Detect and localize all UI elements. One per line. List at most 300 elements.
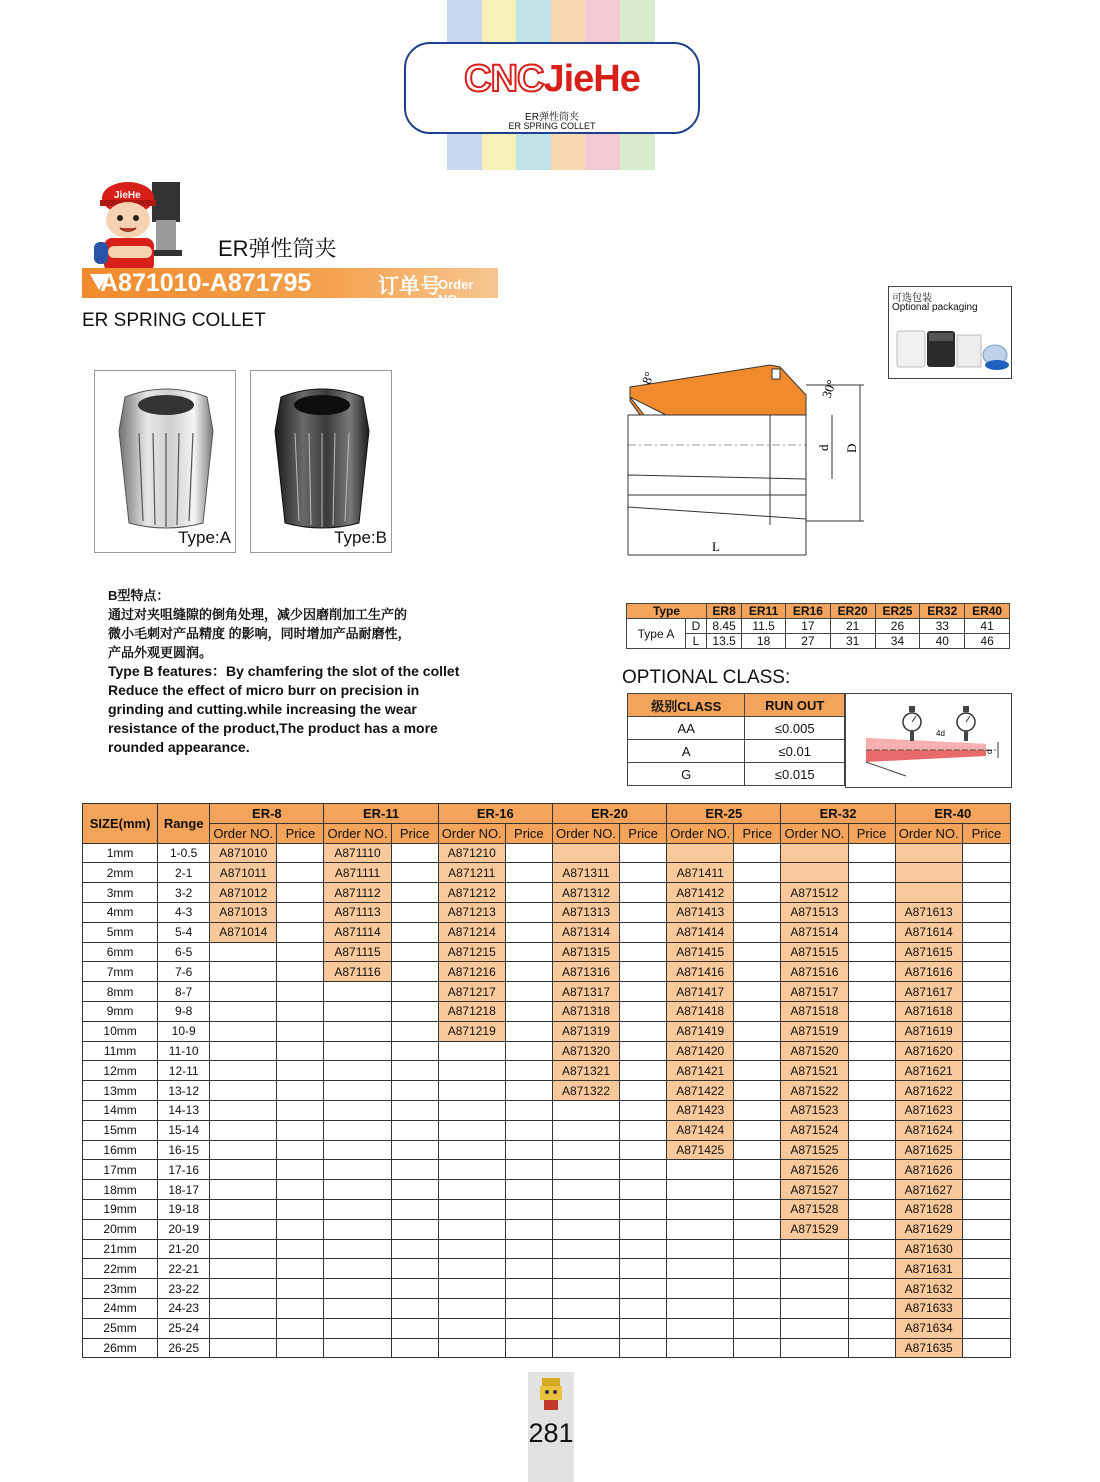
price-cell <box>620 922 667 942</box>
price-subheader: Price <box>848 823 895 843</box>
range-cell: 14-13 <box>158 1100 210 1120</box>
order-no-cell: A871212 <box>438 883 505 903</box>
order-no-cell <box>895 843 962 863</box>
price-cell <box>505 1279 552 1299</box>
price-cell <box>391 1338 438 1358</box>
size-col-header: SIZE(mm) <box>83 804 158 844</box>
order-no-cell: A871422 <box>667 1081 734 1101</box>
features-line-cn-2: 微小毛刺对产品精度 的影响，同时增加产品耐磨性， <box>108 626 411 641</box>
order-no-cell: A871210 <box>438 843 505 863</box>
order-no-cell: A871631 <box>895 1259 962 1279</box>
table-row <box>83 1061 1011 1081</box>
order-no-cell <box>781 863 848 883</box>
table-row <box>83 1338 1011 1358</box>
price-cell <box>734 883 781 903</box>
price-cell <box>505 1140 552 1160</box>
range-cell: 20-19 <box>158 1219 210 1239</box>
drawing-dim-d: d <box>816 444 831 451</box>
order-no-cell: A871312 <box>552 883 619 903</box>
price-cell <box>962 1318 1010 1338</box>
order-no-cell <box>324 1160 391 1180</box>
order-no-cell: A871214 <box>438 922 505 942</box>
features-line-cn-1: 通过对夹咀缝隙的倒角处理，减少因磨削加工生产的 <box>108 607 408 622</box>
order-table-header-groups <box>83 804 1011 824</box>
table-row <box>83 1180 1011 1200</box>
order-no-cell: A871529 <box>781 1219 848 1239</box>
price-cell <box>848 863 895 883</box>
order-no-cell <box>438 1298 505 1318</box>
price-cell <box>277 962 324 982</box>
table-row <box>83 843 1011 863</box>
price-cell <box>620 962 667 982</box>
order-no-cell <box>324 1298 391 1318</box>
size-cell: 16mm <box>83 1140 158 1160</box>
range-cell: 2-1 <box>158 863 210 883</box>
order-no-cell: A871614 <box>895 922 962 942</box>
price-cell <box>620 1318 667 1338</box>
table-row <box>83 1239 1011 1259</box>
range-cell: 21-20 <box>158 1239 210 1259</box>
price-cell <box>734 1120 781 1140</box>
range-cell: 15-14 <box>158 1120 210 1140</box>
order-no-cell: A871516 <box>781 962 848 982</box>
price-cell <box>962 922 1010 942</box>
group-er25: ER-25 <box>667 804 781 824</box>
order-no-cell <box>324 1100 391 1120</box>
order-no-subheader: Order NO. <box>210 823 277 843</box>
price-cell <box>277 902 324 922</box>
price-cell <box>391 843 438 863</box>
price-cell <box>620 1021 667 1041</box>
price-cell <box>848 1140 895 1160</box>
price-cell <box>505 902 552 922</box>
price-cell <box>848 1298 895 1318</box>
order-no-cell: A871219 <box>438 1021 505 1041</box>
table-row <box>83 1259 1011 1279</box>
order-no-cell: A871521 <box>781 1061 848 1081</box>
price-cell <box>734 1001 781 1021</box>
order-no-cell: A871216 <box>438 962 505 982</box>
order-no-cell: A871012 <box>210 883 277 903</box>
dim-cell: 13.5 <box>707 634 742 649</box>
order-no-cell: A871623 <box>895 1100 962 1120</box>
dim-cell: 26 <box>875 619 920 634</box>
order-no-cell: A871315 <box>552 942 619 962</box>
order-no-cell: A871625 <box>895 1140 962 1160</box>
price-cell <box>620 863 667 883</box>
price-cell <box>277 1061 324 1081</box>
dim-col-er32: ER32 <box>920 604 965 619</box>
price-cell <box>848 1081 895 1101</box>
order-no-cell: A871111 <box>324 863 391 883</box>
price-cell <box>505 1318 552 1338</box>
price-cell <box>505 1338 552 1358</box>
range-cell: 17-16 <box>158 1160 210 1180</box>
order-no-cell: A871218 <box>438 1001 505 1021</box>
dim-cell: 33 <box>920 619 965 634</box>
price-cell <box>391 1120 438 1140</box>
dim-cell: 18 <box>742 634 786 649</box>
price-cell <box>962 883 1010 903</box>
size-cell: 20mm <box>83 1219 158 1239</box>
order-no-cell <box>324 1120 391 1140</box>
price-cell <box>734 843 781 863</box>
price-cell <box>505 922 552 942</box>
size-cell: 11mm <box>83 1041 158 1061</box>
price-cell <box>505 1160 552 1180</box>
price-cell <box>962 1120 1010 1140</box>
price-cell <box>734 1081 781 1101</box>
range-cell: 22-21 <box>158 1259 210 1279</box>
range-cell: 5-4 <box>158 922 210 942</box>
order-no-cell: A871311 <box>552 863 619 883</box>
price-cell <box>620 1140 667 1160</box>
table-row <box>83 1120 1011 1140</box>
price-cell <box>962 1160 1010 1180</box>
order-no-cell <box>324 1239 391 1259</box>
price-cell <box>620 1100 667 1120</box>
table-row <box>83 902 1011 922</box>
price-cell <box>620 843 667 863</box>
order-no-cell: A871525 <box>781 1140 848 1160</box>
order-no-cell: A871615 <box>895 942 962 962</box>
order-no-cell: A871613 <box>895 902 962 922</box>
order-no-cell <box>210 1140 277 1160</box>
class-cell: A <box>628 740 745 763</box>
dim-cell: 17 <box>785 619 830 634</box>
order-no-cell: A871319 <box>552 1021 619 1041</box>
class-col-header: 级别CLASS <box>628 694 745 717</box>
order-no-cell: A871116 <box>324 962 391 982</box>
photo-type-b <box>250 370 392 553</box>
range-cell: 6-5 <box>158 942 210 962</box>
order-no-cell <box>552 1100 619 1120</box>
order-no-cell <box>324 1219 391 1239</box>
size-cell: 9mm <box>83 1001 158 1021</box>
price-cell <box>620 982 667 1002</box>
drawing-dim-D: D <box>844 443 859 453</box>
size-cell: 4mm <box>83 902 158 922</box>
size-cell: 26mm <box>83 1338 158 1358</box>
order-no-cell <box>667 843 734 863</box>
order-no-cell <box>552 1239 619 1259</box>
order-no-cell: A871618 <box>895 1001 962 1021</box>
order-no-cell <box>210 1279 277 1299</box>
order-no-cell: A871523 <box>781 1100 848 1120</box>
table-row <box>83 1001 1011 1021</box>
price-cell <box>734 962 781 982</box>
photo-type-b-label: Type:B <box>334 528 387 547</box>
price-cell <box>962 942 1010 962</box>
order-no-cell <box>552 1180 619 1200</box>
order-no-cell: A871619 <box>895 1021 962 1041</box>
features-line-cn-3: 产品外观更圆润。 <box>108 645 213 660</box>
price-cell <box>391 1199 438 1219</box>
price-cell <box>505 1081 552 1101</box>
page-number: 281 <box>528 1418 574 1448</box>
price-cell <box>391 902 438 922</box>
price-cell <box>962 1239 1010 1259</box>
price-cell <box>848 1239 895 1259</box>
price-cell <box>962 982 1010 1002</box>
price-cell <box>277 1041 324 1061</box>
order-no-subheader: Order NO. <box>552 823 619 843</box>
dim-type-header: Type <box>627 604 707 619</box>
price-cell <box>962 1081 1010 1101</box>
price-cell <box>391 1318 438 1338</box>
price-subheader: Price <box>962 823 1010 843</box>
price-cell <box>734 1160 781 1180</box>
price-cell <box>505 1239 552 1259</box>
order-no-cell: A871313 <box>552 902 619 922</box>
price-cell <box>620 1338 667 1358</box>
order-no-cell: A871617 <box>895 982 962 1002</box>
order-no-cell <box>438 1239 505 1259</box>
order-no-cell: A871217 <box>438 982 505 1002</box>
order-no-cell: A871423 <box>667 1100 734 1120</box>
price-cell <box>962 1219 1010 1239</box>
price-cell <box>277 1259 324 1279</box>
order-no-cell <box>667 1199 734 1219</box>
order-no-cell <box>438 1219 505 1239</box>
price-cell <box>620 942 667 962</box>
order-no-cell <box>438 1140 505 1160</box>
order-no-cell: A871318 <box>552 1001 619 1021</box>
dim-cell: 8.45 <box>707 619 742 634</box>
price-cell <box>277 942 324 962</box>
price-cell <box>734 1298 781 1318</box>
order-no-cell: A871417 <box>667 982 734 1002</box>
order-no-cell: A871211 <box>438 863 505 883</box>
order-range: A871010-A871795 <box>100 269 312 297</box>
order-no-cell <box>324 1021 391 1041</box>
price-cell <box>734 1140 781 1160</box>
order-no-cell <box>210 982 277 1002</box>
group-er20: ER-20 <box>552 804 666 824</box>
order-label-cn: 订单号 <box>378 275 441 298</box>
range-cell: 19-18 <box>158 1199 210 1219</box>
order-no-cell <box>438 1160 505 1180</box>
order-no-cell <box>667 1239 734 1259</box>
price-cell <box>620 1259 667 1279</box>
price-cell <box>505 1021 552 1041</box>
price-cell <box>962 1041 1010 1061</box>
order-no-cell: A871411 <box>667 863 734 883</box>
table-row <box>83 1021 1011 1041</box>
dim-cell: 34 <box>875 634 920 649</box>
price-cell <box>277 1199 324 1219</box>
order-no-cell: A871010 <box>210 843 277 863</box>
range-cell: 18-17 <box>158 1180 210 1200</box>
price-cell <box>277 883 324 903</box>
price-cell <box>848 1219 895 1239</box>
order-no-cell: A871414 <box>667 922 734 942</box>
order-table-body <box>83 843 1011 1358</box>
order-no-cell <box>667 1160 734 1180</box>
class-row <box>628 740 845 763</box>
order-no-cell <box>324 1041 391 1061</box>
price-cell <box>962 1338 1010 1358</box>
order-no-cell: A871514 <box>781 922 848 942</box>
price-cell <box>391 1140 438 1160</box>
order-no-cell <box>438 1199 505 1219</box>
price-cell <box>505 1041 552 1061</box>
price-cell <box>391 1219 438 1239</box>
order-number-table <box>82 803 1011 1358</box>
order-table-subheader <box>83 823 1011 843</box>
order-no-cell: A871621 <box>895 1061 962 1081</box>
price-cell <box>734 1199 781 1219</box>
price-cell <box>962 902 1010 922</box>
order-no-cell <box>210 1061 277 1081</box>
collet-technical-drawing <box>620 355 870 565</box>
size-cell: 2mm <box>83 863 158 883</box>
packaging-title-cn: 可选包装 <box>892 293 932 304</box>
price-cell <box>277 1081 324 1101</box>
price-cell <box>277 1001 324 1021</box>
size-cell: 13mm <box>83 1081 158 1101</box>
price-cell <box>962 1180 1010 1200</box>
table-row <box>83 863 1011 883</box>
price-cell <box>848 1120 895 1140</box>
price-cell <box>391 1100 438 1120</box>
order-no-cell <box>210 1298 277 1318</box>
group-er11: ER-11 <box>324 804 438 824</box>
order-no-cell: A871620 <box>895 1041 962 1061</box>
logo-subtitle-cn: ER弹性筒夹 <box>525 112 579 123</box>
price-cell <box>848 962 895 982</box>
price-cell <box>620 1199 667 1219</box>
order-no-cell <box>210 1160 277 1180</box>
size-cell: 3mm <box>83 883 158 903</box>
order-no-cell <box>438 1338 505 1358</box>
price-cell <box>734 982 781 1002</box>
price-cell <box>391 1239 438 1259</box>
table-row <box>83 1298 1011 1318</box>
price-cell <box>277 982 324 1002</box>
price-cell <box>962 1001 1010 1021</box>
range-cell: 12-11 <box>158 1061 210 1081</box>
price-cell <box>505 962 552 982</box>
price-cell <box>391 1180 438 1200</box>
order-no-cell: A871113 <box>324 902 391 922</box>
page-title-en: ER SPRING COLLET <box>82 310 266 331</box>
price-cell <box>848 902 895 922</box>
dim-D-label: D <box>686 619 707 634</box>
price-subheader: Price <box>391 823 438 843</box>
price-cell <box>848 1180 895 1200</box>
page-title-cn: ER弹性筒夹 <box>218 236 337 261</box>
order-no-cell <box>210 1199 277 1219</box>
order-no-cell <box>210 1081 277 1101</box>
group-er16: ER-16 <box>438 804 552 824</box>
dim-col-er11: ER11 <box>742 604 786 619</box>
photo-type-a <box>94 370 236 553</box>
order-no-cell <box>210 962 277 982</box>
order-no-cell: A871634 <box>895 1318 962 1338</box>
order-no-cell: A871524 <box>781 1120 848 1140</box>
order-no-cell: A871316 <box>552 962 619 982</box>
range-cell: 25-24 <box>158 1318 210 1338</box>
order-no-cell: A871513 <box>781 902 848 922</box>
price-cell <box>962 843 1010 863</box>
order-no-cell <box>210 1338 277 1358</box>
range-cell: 26-25 <box>158 1338 210 1358</box>
order-no-cell: A871321 <box>552 1061 619 1081</box>
price-cell <box>848 982 895 1002</box>
price-cell <box>734 1041 781 1061</box>
dim-cell: 40 <box>920 634 965 649</box>
price-subheader: Price <box>277 823 324 843</box>
brand-logo <box>404 42 700 134</box>
order-no-cell <box>781 1259 848 1279</box>
order-no-cell <box>210 1239 277 1259</box>
features-line-en-5: rounded appearance. <box>108 739 250 755</box>
runout-gauge-diagram <box>845 693 1012 788</box>
table-row <box>83 1140 1011 1160</box>
table-row <box>83 1160 1011 1180</box>
order-no-cell <box>781 1298 848 1318</box>
dim-cell: 46 <box>965 634 1010 649</box>
price-cell <box>848 1259 895 1279</box>
price-cell <box>277 863 324 883</box>
order-no-cell <box>324 1140 391 1160</box>
range-cell: 10-9 <box>158 1021 210 1041</box>
size-cell: 6mm <box>83 942 158 962</box>
price-cell <box>848 1199 895 1219</box>
order-no-cell: A871413 <box>667 902 734 922</box>
price-cell <box>620 1120 667 1140</box>
order-no-cell <box>781 1318 848 1338</box>
order-no-cell: A871512 <box>781 883 848 903</box>
order-no-cell <box>552 1219 619 1239</box>
runout-class-table <box>627 693 845 786</box>
range-cell: 1-0.5 <box>158 843 210 863</box>
type-b-features <box>108 586 468 757</box>
range-cell: 9-8 <box>158 1001 210 1021</box>
order-no-cell <box>438 1081 505 1101</box>
order-no-subheader: Order NO. <box>438 823 505 843</box>
order-no-cell <box>324 1199 391 1219</box>
range-cell: 24-23 <box>158 1298 210 1318</box>
table-row <box>83 1279 1011 1299</box>
group-er32: ER-32 <box>781 804 895 824</box>
order-no-cell <box>781 1239 848 1259</box>
price-cell <box>277 1180 324 1200</box>
dim-col-er25: ER25 <box>875 604 920 619</box>
table-row <box>83 883 1011 903</box>
price-cell <box>620 883 667 903</box>
range-cell: 16-15 <box>158 1140 210 1160</box>
order-no-cell: A871320 <box>552 1041 619 1061</box>
order-no-cell <box>552 1279 619 1299</box>
order-no-cell <box>438 1318 505 1338</box>
range-cell: 23-22 <box>158 1279 210 1299</box>
runout-cell: ≤0.005 <box>745 717 845 740</box>
price-cell <box>277 1279 324 1299</box>
size-cell: 23mm <box>83 1279 158 1299</box>
price-cell <box>962 1199 1010 1219</box>
price-subheader: Price <box>505 823 552 843</box>
table-row <box>83 1081 1011 1101</box>
price-cell <box>848 1061 895 1081</box>
price-cell <box>620 1239 667 1259</box>
price-cell <box>848 1338 895 1358</box>
price-cell <box>620 1160 667 1180</box>
dim-row-D <box>627 619 1010 634</box>
order-no-cell <box>895 863 962 883</box>
price-subheader: Price <box>734 823 781 843</box>
